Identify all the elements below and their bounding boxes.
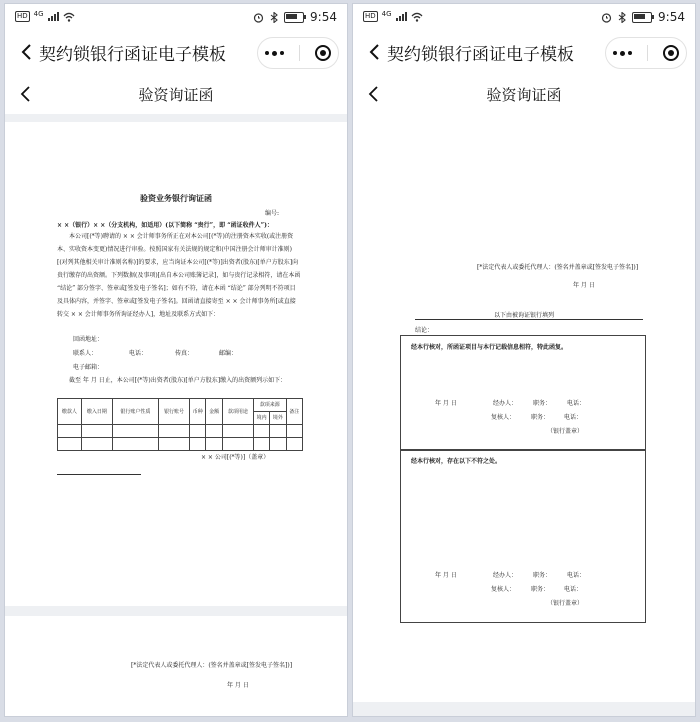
battery-icon — [284, 12, 304, 23]
section-underline — [415, 319, 643, 320]
th-source: 款项来源 — [253, 399, 286, 412]
battery-icon — [632, 12, 652, 23]
close-icon[interactable] — [315, 45, 331, 61]
mismatch-phone-2: 电话： — [564, 586, 583, 593]
alarm-icon — [253, 12, 264, 23]
app-header — [5, 30, 347, 74]
phone-label: 电话： — [129, 350, 148, 357]
match-position-2: 职务： — [531, 414, 550, 421]
phone-screen-left — [5, 4, 347, 716]
wifi-icon — [411, 12, 423, 22]
document-page-2 — [353, 114, 695, 702]
wifi-icon — [63, 12, 75, 22]
document-viewer[interactable] — [353, 114, 695, 716]
match-position: 职务： — [533, 400, 552, 407]
status-bar — [5, 4, 347, 30]
signature-line: [*法定代表人或委托代理人：(签名并盖章或[签发电子签名])] — [131, 662, 293, 669]
bluetooth-icon — [618, 12, 626, 23]
alarm-icon — [601, 12, 612, 23]
more-icon[interactable] — [265, 51, 284, 56]
document-page-2-preview — [5, 616, 347, 716]
th-payer: 缴款人 — [58, 399, 82, 425]
reply-address: 回函地址： — [73, 336, 104, 343]
mismatch-text: 经本行核对，存在以下不符之处。 — [411, 458, 502, 465]
th-overseas: 境外 — [270, 412, 286, 425]
match-handler: 经办人： — [493, 400, 518, 407]
th-remarks: 备注 — [286, 399, 302, 425]
phone-screen-right — [353, 4, 695, 716]
network-type: 4G — [33, 9, 44, 18]
back-chevron-icon[interactable] — [367, 43, 383, 61]
fax-label: 传真： — [175, 350, 194, 357]
mismatch-position-2: 职务： — [531, 586, 550, 593]
doc-body: 本公司[(*等)聘请的 × × 会计师事务所正在对本公司[(*等)的注册资本实收(或注册资本、实收资本变更)情况进行审验。按照国家有关法规的规定和(中国注册会计师审计准则)[(对列其他相关审计准则名称)]的要求，应当询证本公司[(*等)]出资者(股东)[单户方股东]向贵行缴存的出资额。下列数据(及事项)[出自本公司账簿记录]，如与贵行记录相符，请在本函 “结论” 部分签字、签章或[签发电子签名]；如有不符，请在本函 “结论” 部分列明不符项目及具体内容，并签字、签章或[签发电子签名]。回函请直接寄至 × × 会计师事务所[或直接转交 × × 会计师事务所询证经办人]，地址及联系方式如下： — [57, 233, 301, 318]
status-time: 9:54 — [310, 10, 337, 24]
page-title: 验资询证函 — [138, 86, 214, 104]
footnote-divider — [57, 474, 141, 475]
match-phone: 电话： — [567, 400, 586, 407]
document-viewer[interactable] — [5, 114, 347, 716]
match-date: 年 月 日 — [435, 400, 457, 407]
app-title: 契约锁银行函证电子模板 — [387, 45, 574, 65]
back-chevron-icon[interactable] — [19, 43, 35, 61]
document-page-1 — [5, 122, 347, 606]
doc-number-label: 编号: — [265, 210, 280, 217]
signal-icon — [396, 12, 407, 21]
mini-program-capsule — [605, 37, 687, 69]
signature-date: 年 月 日 — [573, 282, 595, 289]
more-icon[interactable] — [613, 51, 632, 56]
company-seal-line: × × 公司[(*等)]（盖章） — [201, 454, 270, 461]
conclusion-label: 结论： — [415, 327, 434, 334]
mismatch-handler: 经办人： — [493, 572, 518, 579]
mismatch-date: 年 月 日 — [435, 572, 457, 579]
page-nav-bar — [353, 74, 695, 115]
status-bar — [353, 4, 695, 30]
network-type: 4G — [381, 9, 392, 18]
conclusion-box-match — [400, 335, 646, 451]
match-text: 经本行核对，所函证项目与本行记载信息相符，特此函复。 — [411, 344, 568, 351]
app-title: 契约锁银行函证电子模板 — [39, 45, 226, 65]
mismatch-bank-seal: （银行盖章） — [547, 600, 584, 607]
deadline-text: 截至 年 月 日止，本公司[(*等)出资者(股东)[单户方股东]缴入的出资额列示如下： — [69, 377, 287, 384]
mismatch-position: 职务： — [533, 572, 552, 579]
mismatch-phone: 电话： — [567, 572, 586, 579]
close-icon[interactable] — [663, 45, 679, 61]
page-nav-bar — [5, 74, 347, 115]
mismatch-reviewer: 复核人： — [491, 586, 516, 593]
doc-title: 验资业务银行询证函 — [140, 193, 212, 203]
postcode-label: 邮编： — [219, 350, 238, 357]
match-bank-seal: （银行盖章） — [547, 428, 584, 435]
th-domestic: 境内 — [253, 412, 269, 425]
th-amount: 金额 — [206, 399, 222, 425]
th-account-type: 银行账户性质 — [112, 399, 158, 425]
email-label: 电子邮箱： — [73, 364, 104, 371]
hd-icon: HD — [17, 12, 28, 20]
mini-program-capsule — [257, 37, 339, 69]
conclusion-box-mismatch — [400, 449, 646, 623]
status-time: 9:54 — [658, 10, 685, 24]
page-title: 验资询证函 — [486, 86, 562, 104]
th-purpose: 款项用途 — [222, 399, 253, 425]
bank-section-title: 以下由被询证银行填列 — [493, 312, 554, 319]
bluetooth-icon — [270, 12, 278, 23]
th-date: 缴入日期 — [81, 399, 112, 425]
th-account-no: 银行账号 — [158, 399, 189, 425]
signature-date: 年 月 日 — [227, 682, 249, 689]
hd-icon: HD — [365, 12, 376, 20]
contribution-table — [57, 398, 303, 451]
signature-line: [*法定代表人或委托代理人：(签名并盖章或[签发电子签名])] — [477, 264, 639, 271]
app-header — [353, 30, 695, 74]
th-currency: 币种 — [190, 399, 206, 425]
contact-label: 联系人： — [73, 350, 98, 357]
signal-icon — [48, 12, 59, 21]
match-phone-2: 电话： — [564, 414, 583, 421]
doc-addressee: × ×（银行）× ×（分支机构，如适用）(以下简称 “贵行”，即 “函证收件人”)： — [57, 222, 273, 229]
match-reviewer: 复核人： — [491, 414, 516, 421]
